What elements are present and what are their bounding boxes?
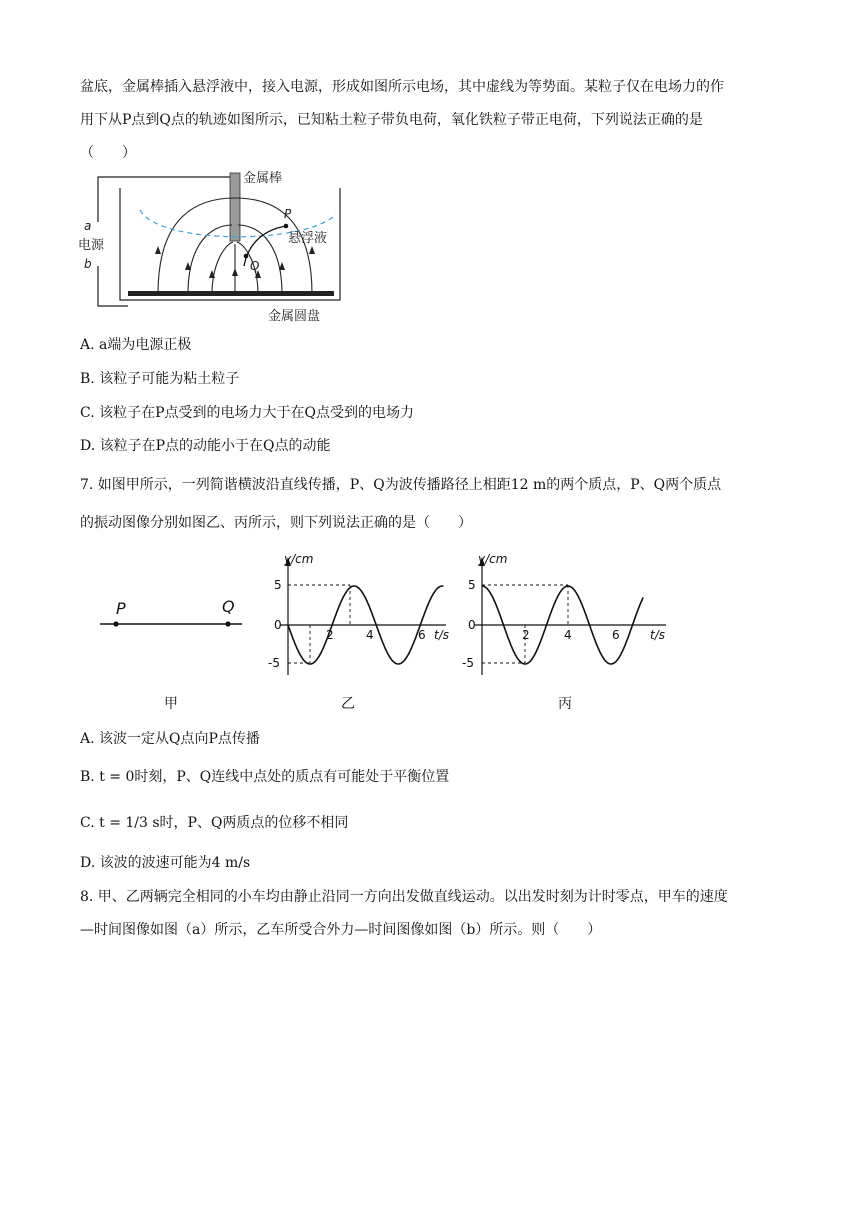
yi-tick-x2: 2 <box>326 628 334 642</box>
yi-tick-x4: 4 <box>366 628 374 642</box>
terminal-b-label: b <box>84 257 92 271</box>
bing-tick-5: 5 <box>468 578 476 592</box>
q6-option-a: A. a端为电源正极 <box>80 337 192 353</box>
yi-tick-x6: 6 <box>418 628 426 642</box>
bing-tick-x6: 6 <box>612 628 620 642</box>
source-label: 电源 <box>78 238 105 253</box>
q6-option-b: B. 该粒子可能为粘土粒子 <box>80 371 240 387</box>
yi-tick-neg5: -5 <box>268 656 280 670</box>
bing-tick-0: 0 <box>468 618 476 632</box>
jia-point-p: P <box>116 599 126 618</box>
terminal-a-label: a <box>84 219 92 233</box>
q7-text-line-1: 7. 如图甲所示，一列简谐横波沿直线传播，P、Q为波传播路径上相距12 m的两个质点，P、Q两个质点 <box>80 477 722 493</box>
bing-ylabel: y/cm <box>478 552 508 566</box>
metal-rod <box>230 173 240 241</box>
liquid-label: 悬浮液 <box>288 231 328 246</box>
rod-label: 金属棒 <box>243 171 283 186</box>
yi-xlabel: t/s <box>434 628 449 642</box>
jia-point-q: Q <box>222 597 235 616</box>
yi-tick-5: 5 <box>274 578 282 592</box>
figure-jia <box>96 590 246 720</box>
figure-bing <box>462 545 672 720</box>
bing-tick-x4: 4 <box>564 628 572 642</box>
electric-field-figure <box>78 170 358 330</box>
q6-text-line-2: 用下从P点到Q点的轨迹如图所示，已知粘土粒子带负电荷，氧化铁粒子带正电荷，下列说法正确的是 <box>80 112 703 128</box>
q8-text-line-2: —时间图像如图（a）所示，乙车所受合外力—时间图像如图（b）所示。则（ ） <box>80 922 602 938</box>
q7-option-c: C. t = 1/3 s时，P、Q两质点的位移不相同 <box>80 815 349 831</box>
point-q-label: Q <box>250 259 260 273</box>
yi-ylabel: y/cm <box>284 552 314 566</box>
figure-yi <box>266 545 456 720</box>
metal-disk <box>128 291 334 296</box>
q6-answer-paren: （ ） <box>80 145 136 161</box>
q6-option-c: C. 该粒子在P点受到的电场力大于在Q点受到的电场力 <box>80 405 415 421</box>
q7-text-line-2: 的振动图像分别如图乙、丙所示，则下列说法正确的是（ ） <box>80 515 472 531</box>
q7-option-d: D. 该波的波速可能为4 m/s <box>80 855 251 871</box>
jia-caption: 甲 <box>164 696 178 712</box>
q6-option-d: D. 该粒子在P点的动能小于在Q点的动能 <box>80 438 331 454</box>
q7-option-b: B. t = 0时刻，P、Q连线中点处的质点有可能处于平衡位置 <box>80 769 450 785</box>
bing-tick-x2: 2 <box>522 628 530 642</box>
bing-tick-neg5: -5 <box>462 656 474 670</box>
q7-option-a: A. 该波一定从Q点向P点传播 <box>80 731 260 747</box>
yi-caption: 乙 <box>341 696 355 712</box>
point-p-label: P <box>284 207 292 221</box>
bing-xlabel: t/s <box>650 628 665 642</box>
disk-label: 金属圆盘 <box>268 309 321 324</box>
q8-text-line-1: 8. 甲、乙两辆完全相同的小车均由静止沿同一方向出发做直线运动。以出发时刻为计时零点，甲车的速度 <box>80 889 728 905</box>
bing-caption: 丙 <box>558 696 572 712</box>
q6-text-line-1: 盆底，金属棒插入悬浮液中，接入电源，形成如图所示电场，其中虚线为等势面。某粒子仅在电场力的作 <box>80 79 724 95</box>
yi-tick-0: 0 <box>274 618 282 632</box>
